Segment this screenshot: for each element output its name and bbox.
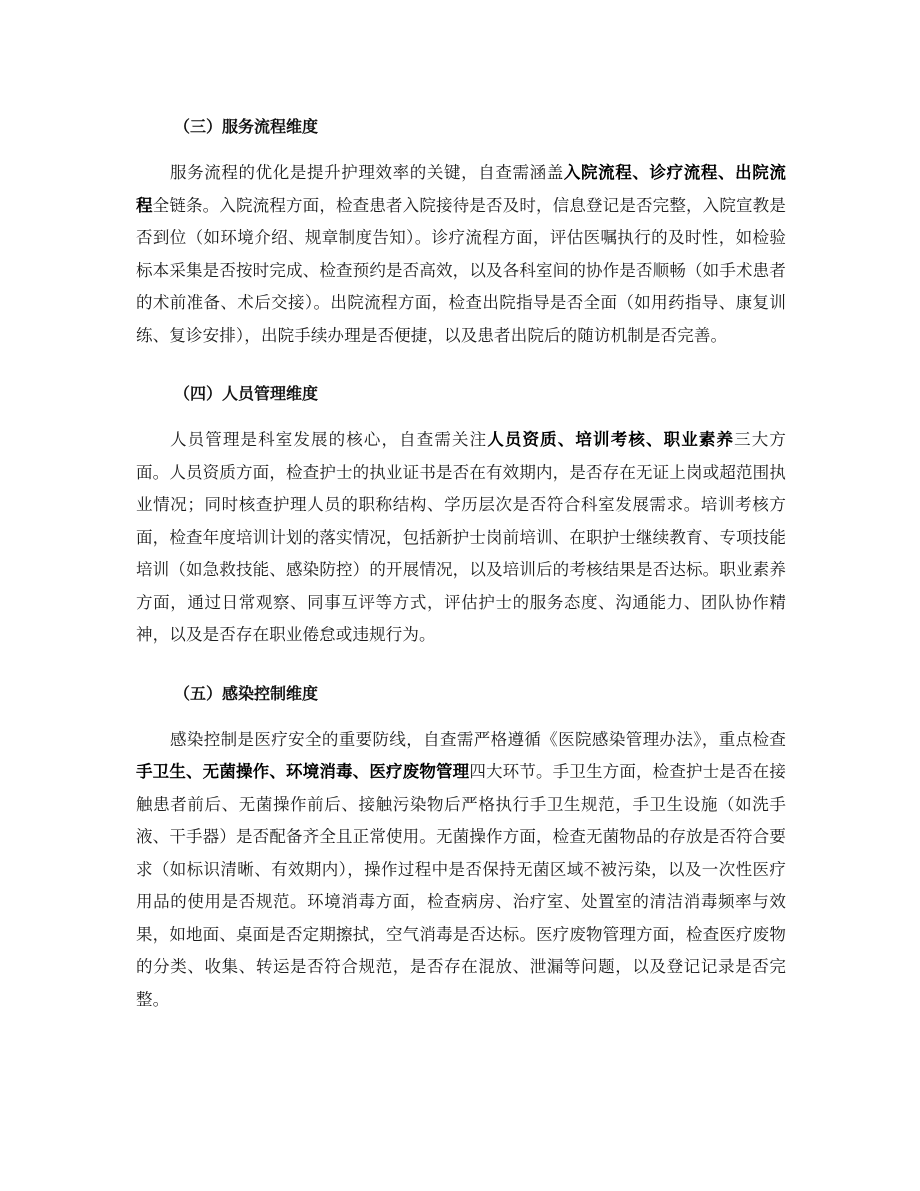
- section-service-process: [136, 112, 786, 352]
- section-personnel-management: [136, 379, 786, 652]
- bold-text-run: 人员资质、培训考核、职业素养: [487, 430, 735, 449]
- section-paragraph: [136, 157, 786, 352]
- section-heading: （三）服务流程维度: [174, 117, 319, 136]
- text-run: 人员管理是科室发展的核心，自查需关注: [170, 430, 488, 449]
- text-run: 四大环节。手卫生方面，检查护士是否在接触患者前后、无菌操作前后、接触污染物后严格执行手卫生规范，手卫生设施（如洗手液、干手器）是否配备齐全且正常使用。无菌操作方面，检查无菌物品的存放是否符合要求（如标识清晰、有效期内），操作过程中是否保持无菌区域不被污染，以及一次性医疗用品的使用是否规范。环境消毒方面，检查病房、治疗室、处置室的清洁消毒频率与效果，如地面、桌面是否定期擦拭，空气消毒是否达标。医疗废物管理方面，检查医疗废物的分类、收集、转运是否符合规范，是否存在混放、泄漏等问题，以及登记记录是否完整。: [136, 762, 786, 1009]
- section-heading: （四）人员管理维度: [174, 384, 319, 403]
- section-paragraph: [136, 424, 786, 652]
- text-run: 三大方面。人员资质方面，检查护士的执业证书是否在有效期内，是否存在无证上岗或超范围执业情况；同时核查护理人员的职称结构、学历层次是否符合科室发展需求。培训考核方面，检查年度培训计划的落实情况，包括新护士岗前培训、在职护士继续教育、专项技能培训（如急救技能、感染防控）的开展情况，以及培训后的考核结果是否达标。职业素养方面，通过日常观察、同事互评等方式，评估护士的服务态度、沟通能力、团队协作精神，以及是否存在职业倦怠或违规行为。: [136, 430, 786, 644]
- document-body: [136, 112, 786, 1043]
- text-run: 服务流程的优化是提升护理效率的关键，自查需涵盖: [170, 163, 564, 182]
- text-run: 全链条。入院流程方面，检查患者入院接待是否及时，信息登记是否完整，入院宣教是否到位（如环境介绍、规章制度告知）。诊疗流程方面，评估医嘱执行的及时性，如检验标本采集是否按时完成、检查预约是否高效，以及各科室间的协作是否顺畅（如手术患者的术前准备、术后交接）。出院流程方面，检查出院指导是否全面（如用药指导、康复训练、复诊安排），出院手续办理是否便捷，以及患者出院后的随访机制是否完善。: [136, 195, 786, 345]
- section-infection-control: [136, 679, 786, 1017]
- bold-text-run: 手卫生、无菌操作、环境消毒、医疗废物管理: [136, 762, 470, 781]
- bold-text-run: 入院流程、诊疗流程、出院流程: [136, 163, 786, 215]
- section-heading: （五）感染控制维度: [174, 683, 319, 703]
- text-run: 感染控制是医疗安全的重要防线，自查需严格遵循《医院感染管理办法》，重点检查: [170, 729, 786, 749]
- section-paragraph: [136, 724, 786, 1017]
